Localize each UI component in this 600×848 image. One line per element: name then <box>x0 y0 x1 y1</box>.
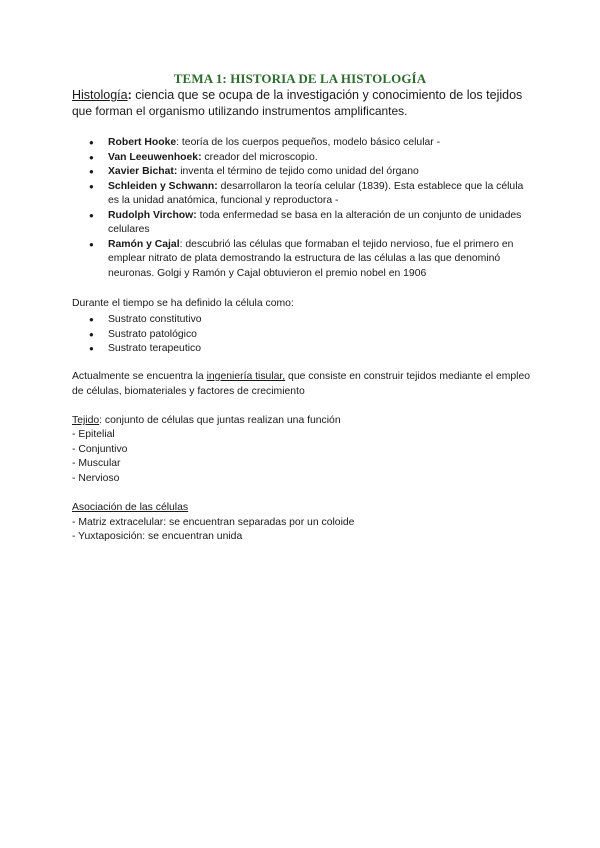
figure-desc: : teoría de los cuerpos pequeños, modelo básico celular - <box>176 137 441 148</box>
tejido-type: - Epitelial <box>72 429 115 440</box>
figure-name: Rudolph Virchow: <box>108 209 197 221</box>
tissue-engineering-after: que consiste en construir tejidos mediante el empleo de células, biomateriales y factores de crecimiento <box>72 371 531 397</box>
sustrato-item: ● Sustrato terapeutico <box>72 342 532 357</box>
figure-name: Van Leeuwenhoek: <box>108 151 202 163</box>
asociacion-item: - Yuxtaposición: se encuentran unida <box>72 531 243 542</box>
histologia-colon: : <box>127 88 132 102</box>
figure-name: Schleiden y Schwann: <box>108 180 218 192</box>
figure-desc: desarrollaron la teoría celular (1839). <box>217 180 391 192</box>
figure-item <box>72 165 532 180</box>
figure-desc-tail: Esta establece que la célula es la unidad anatómica, funcional y reproductora - <box>108 180 524 206</box>
asociacion-item: - Matriz extracelular: se encuentran separadas por un coloide <box>72 517 355 528</box>
figure-item <box>72 136 532 151</box>
sustrato-item: ● Sustrato constitutivo <box>72 313 532 328</box>
tejido-type: - Muscular <box>72 458 121 469</box>
sustrato-item: ● Sustrato patológico <box>72 328 532 343</box>
asociacion-heading: Asociación de las células <box>72 502 189 513</box>
tissue-engineering-term: ingeniería tisular, <box>206 371 286 382</box>
figure-desc: : descubrió las células que formaban el tejido nervioso, fue el primero en emplear nitrato de plata demostrando la estructura de las células a las que denominó neuronas. Golgi y Ramón y Cajal obtuvieron el premio nobel en 1906 <box>108 238 514 279</box>
histologia-term: Histología <box>72 88 128 102</box>
figure-item <box>72 180 532 209</box>
figure-desc: creador del microscopio. <box>201 151 318 163</box>
histologia-text-line2: que forman el organismo utilizando instrumentos amplificantes. <box>72 104 408 118</box>
figure-item <box>72 209 532 238</box>
historical-figures-list <box>72 136 532 281</box>
figure-item <box>72 238 532 282</box>
sustrato-list <box>72 313 532 357</box>
histologia-text-line1: ciencia que se ocupa de la investigación y conocimiento de los tejidos <box>131 88 523 102</box>
tejido-term: Tejido <box>72 415 100 426</box>
cell-definition-intro: Durante el tiempo se ha definido la célula como: <box>72 298 294 309</box>
figure-name: Robert Hooke <box>108 137 177 148</box>
tejido-definition <box>72 414 532 429</box>
tejido-definition-text: : conjunto de células que juntas realizan una función <box>99 415 341 426</box>
tissue-engineering-paragraph <box>72 370 532 399</box>
figure-item <box>72 151 532 166</box>
figure-desc: toda enfermedad se basa en la alteración de un conjunto de unidades celulares <box>108 209 522 235</box>
figure-name: Ramón y Cajal <box>108 238 180 250</box>
histologia-definition <box>72 87 532 119</box>
figure-desc: inventa el término de tejido como unidad del órgano <box>177 166 419 177</box>
tejido-type: - Conjuntivo <box>72 444 128 455</box>
page-title: TEMA 1: HISTORIA DE LA HISTOLOGÍA <box>173 71 427 86</box>
figure-name: Xavier Bichat: <box>108 166 178 177</box>
tejido-type: - Nervioso <box>72 473 120 484</box>
tissue-engineering-before: Actualmente se encuentra la <box>72 371 207 382</box>
